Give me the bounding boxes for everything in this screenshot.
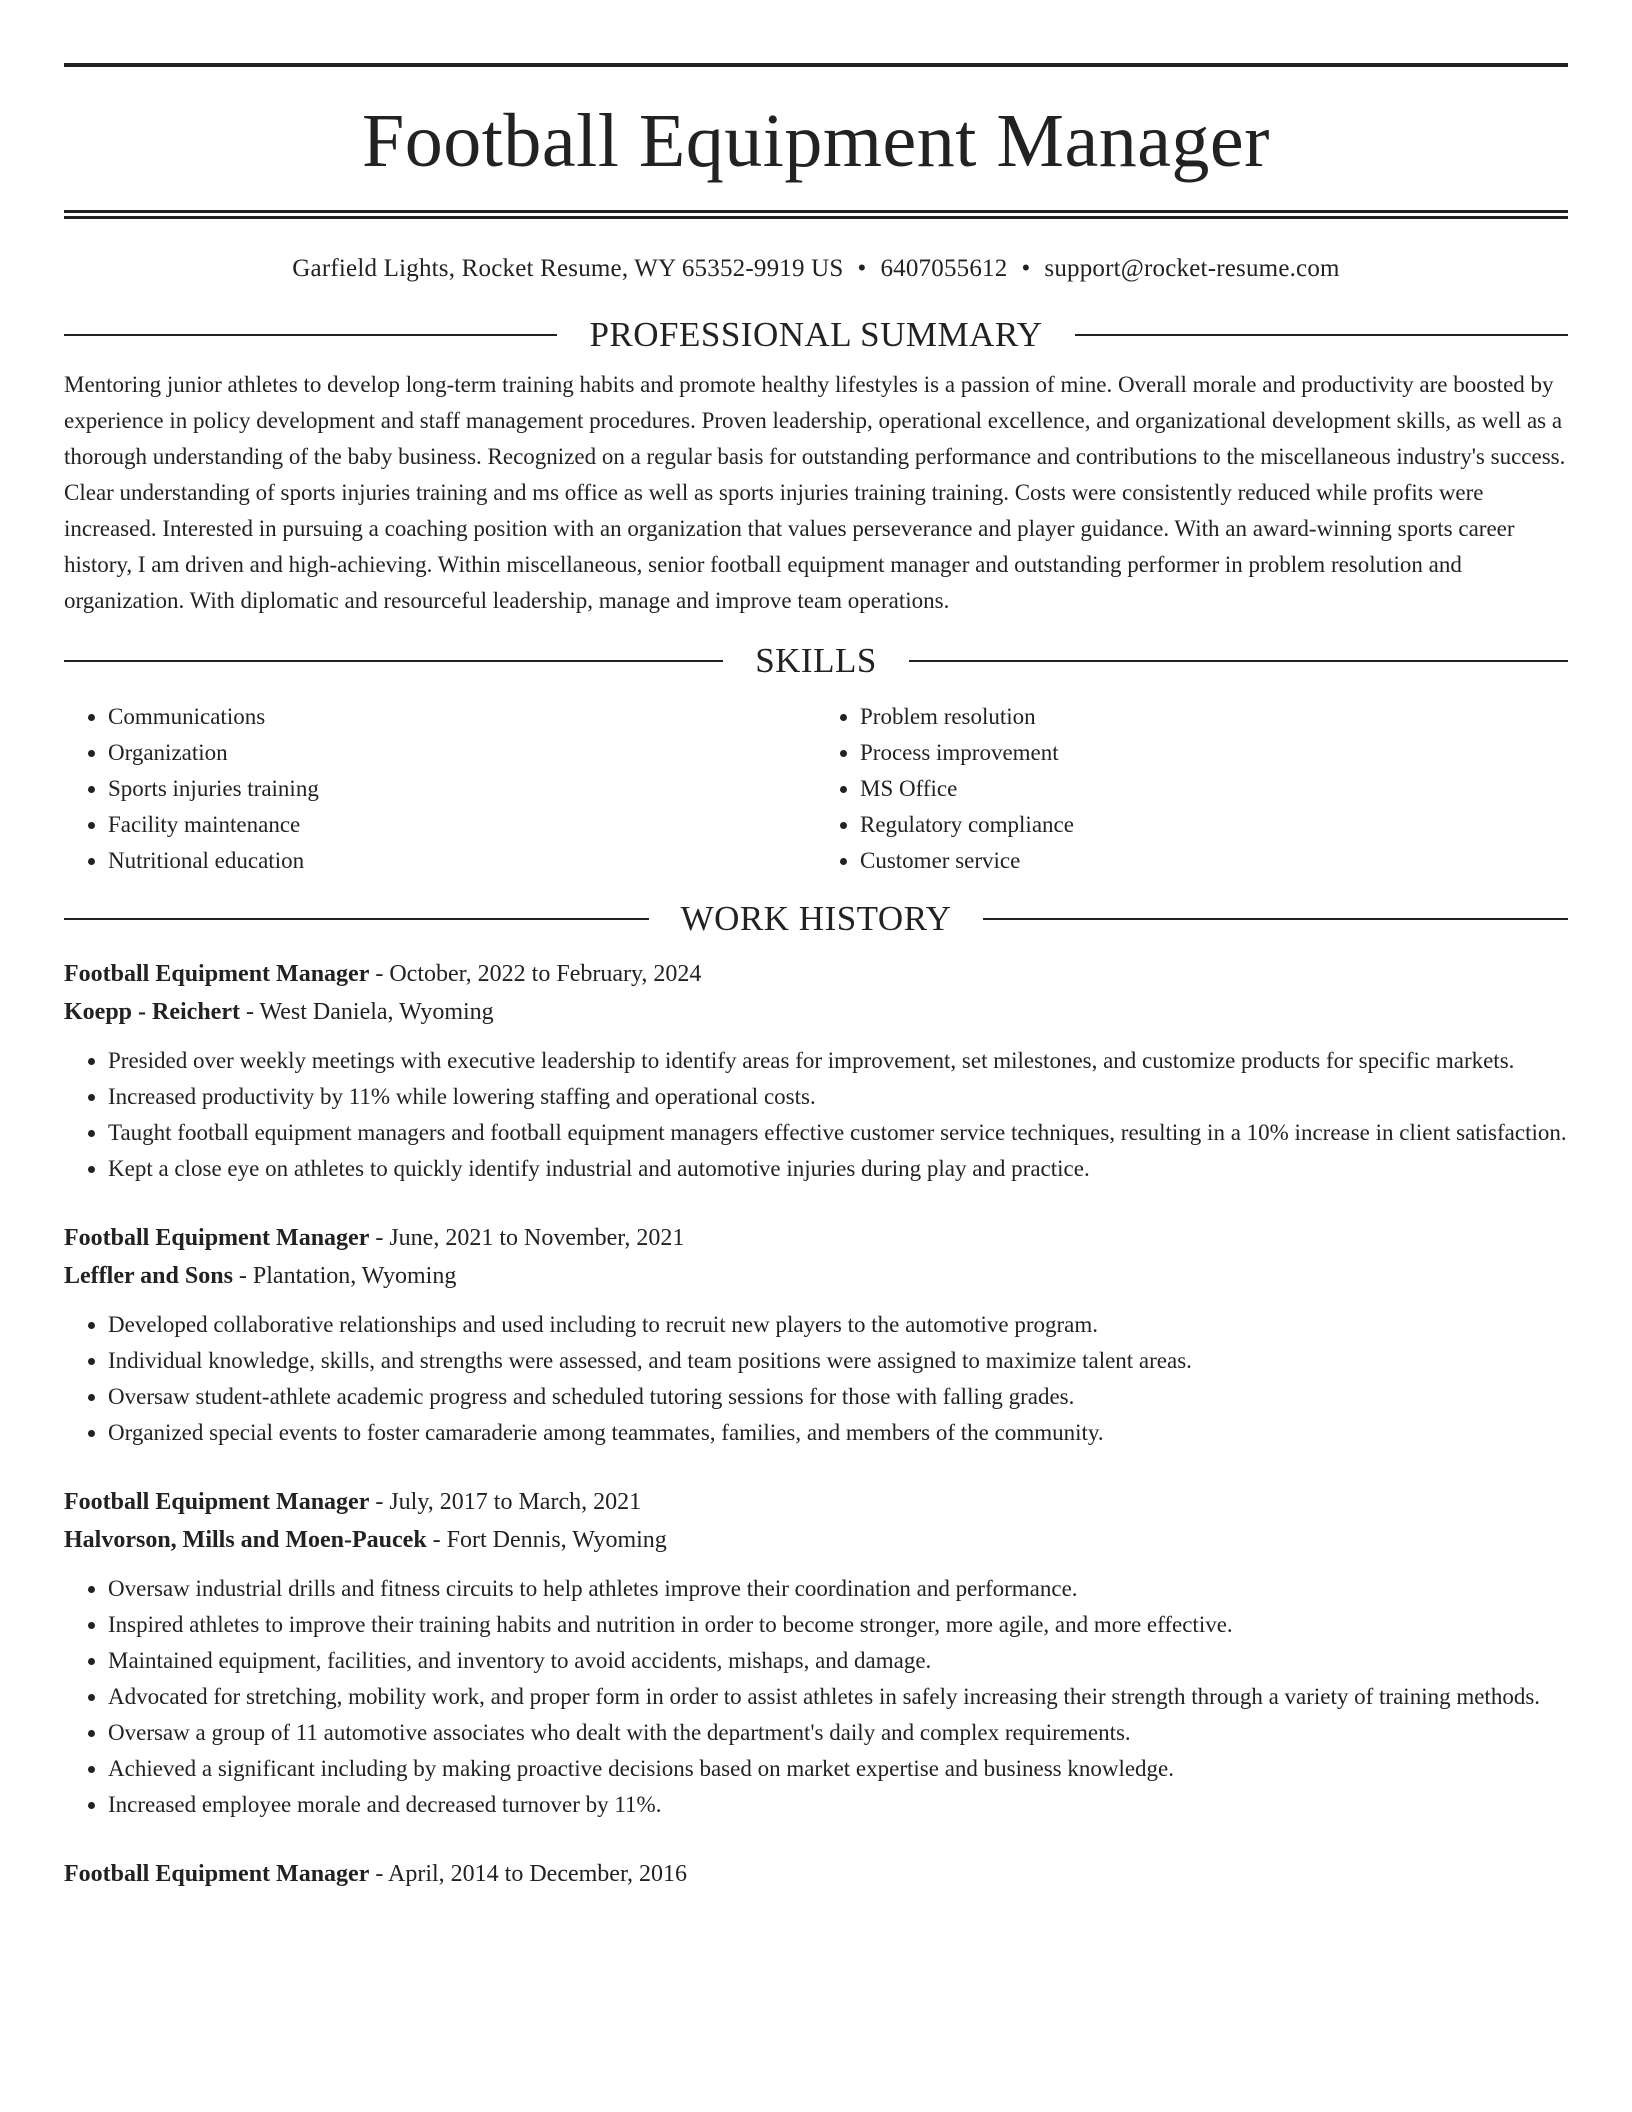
job-bullet: • Increased employee morale and decreased turnover by 11%. xyxy=(108,1787,1568,1823)
skill-item: • Communications xyxy=(108,699,816,735)
job-location: - Fort Dennis, Wyoming xyxy=(426,1527,667,1553)
header-double-rule xyxy=(64,210,1568,219)
heading-rule xyxy=(64,334,557,336)
job-title-line xyxy=(64,1219,1568,1257)
skill-item: • Sports injuries training xyxy=(108,771,816,807)
contact-address: Garfield Lights, Rocket Resume, WY 65352-9919 US xyxy=(292,255,844,282)
job-company-line xyxy=(64,993,1568,1031)
job-bullet: • Oversaw industrial drills and fitness circuits to help athletes improve their coordination and performance. xyxy=(108,1571,1568,1607)
resume-name: Football Equipment Manager xyxy=(362,99,1270,183)
contact-separator: • xyxy=(1021,255,1031,282)
job-bullet: • Kept a close eye on athletes to quickly identify industrial and automotive injuries during play and practice. xyxy=(108,1151,1568,1187)
contact-line xyxy=(64,253,1568,285)
work-section-heading xyxy=(64,897,1568,941)
job-company: Halvorson, Mills and Moen-Paucek xyxy=(64,1527,427,1553)
job-bullet: • Increased productivity by 11% while lowering staffing and operational costs. xyxy=(108,1079,1568,1115)
job-title-line xyxy=(64,955,1568,993)
skills-grid xyxy=(64,699,1568,879)
skill-item: • Problem resolution xyxy=(860,699,1568,735)
job-title: Football Equipment Manager xyxy=(64,1489,370,1515)
job-company: Leffler and Sons xyxy=(64,1263,233,1289)
job-company-line xyxy=(64,1257,1568,1295)
heading-rule xyxy=(64,660,723,662)
work-heading: WORK HISTORY xyxy=(680,899,952,938)
job-company-line xyxy=(64,1521,1568,1559)
job-bullet: • Developed collaborative relationships and used including to recruit new players to the automotive program. xyxy=(108,1307,1568,1343)
summary-heading: PROFESSIONAL SUMMARY xyxy=(589,315,1043,354)
job-dates: - July, 2017 to March, 2021 xyxy=(369,1489,642,1515)
contact-email[interactable]: support@rocket-resume.com xyxy=(1044,255,1340,282)
job-bullet: • Individual knowledge, skills, and strengths were assessed, and team positions were assigned to maximize talent areas. xyxy=(108,1343,1568,1379)
job-dates: - June, 2021 to November, 2021 xyxy=(369,1225,685,1251)
heading-rule xyxy=(1075,334,1568,336)
contact-separator: • xyxy=(857,255,867,282)
heading-rule xyxy=(64,918,649,920)
job-entry xyxy=(64,955,1568,1187)
job-dates: - October, 2022 to February, 2024 xyxy=(369,961,702,987)
skill-item: • Facility maintenance xyxy=(108,807,816,843)
job-company: Koepp - Reichert xyxy=(64,999,240,1025)
job-bullet: • Achieved a significant including by making proactive decisions based on market expertise and business knowledge. xyxy=(108,1751,1568,1787)
job-bullet: • Oversaw a group of 11 automotive associates who dealt with the department's daily and complex requirements. xyxy=(108,1715,1568,1751)
job-bullet: • Advocated for stretching, mobility work, and proper form in order to assist athletes in safely increasing their strength through a variety of training methods. xyxy=(108,1679,1568,1715)
job-title: Football Equipment Manager xyxy=(64,961,370,987)
job-title: Football Equipment Manager xyxy=(64,1225,370,1251)
job-bullet: • Taught football equipment managers and football equipment managers effective customer service techniques, resulting in a 10% increase in client satisfaction. xyxy=(108,1115,1568,1151)
job-entry xyxy=(64,1219,1568,1451)
job-location: - Plantation, Wyoming xyxy=(232,1263,457,1289)
job-bullet: • Organized special events to foster camaraderie among teammates, families, and members of the community. xyxy=(108,1415,1568,1451)
job-bullet: • Inspired athletes to improve their training habits and nutrition in order to become stronger, more agile, and more effective. xyxy=(108,1607,1568,1643)
job-bullet: • Presided over weekly meetings with executive leadership to identify areas for improvement, set milestones, and customize products for specific markets. xyxy=(108,1043,1568,1079)
skill-item: • MS Office xyxy=(860,771,1568,807)
job-bullets xyxy=(64,1043,1568,1187)
skill-item: • Nutritional education xyxy=(108,843,816,879)
job-title: Football Equipment Manager xyxy=(64,1861,370,1887)
skills-section-heading xyxy=(64,639,1568,683)
job-bullets xyxy=(64,1571,1568,1823)
job-entry xyxy=(64,1483,1568,1823)
job-bullet: • Maintained equipment, facilities, and inventory to avoid accidents, mishaps, and damage. xyxy=(108,1643,1568,1679)
skills-left-list xyxy=(64,699,816,879)
skills-right-list xyxy=(816,699,1568,879)
job-entry xyxy=(64,1855,1568,1893)
skill-item: • Organization xyxy=(108,735,816,771)
job-location: - West Daniela, Wyoming xyxy=(239,999,494,1025)
job-dates: - April, 2014 to December, 2016 xyxy=(369,1861,687,1887)
skill-item: • Customer service xyxy=(860,843,1568,879)
heading-rule xyxy=(983,918,1568,920)
skill-item: • Process improvement xyxy=(860,735,1568,771)
summary-text: Mentoring junior athletes to develop long-term training habits and promote healthy lifestyles is a passion of mine. Overall morale and productivity are boosted by experience in policy development and staff management procedures. Proven leadership, operational excellence, and organizational development skills, as well as a thorough understanding of the baby business. Recognized on a regular basis for outstanding performance and contributions to the miscellaneous industry's success. Clear understanding of sports injuries training and ms office as well as sports injuries training training. Costs were consistently reduced while profits were increased. Interested in pursuing a coaching position with an organization that values perseverance and player guidance. With an award-winning sports career history, I am driven and high-achieving. Within miscellaneous, senior football equipment manager and outstanding performer in problem resolution and organization. With diplomatic and resourceful leadership, manage and improve team operations. xyxy=(64,372,1566,613)
top-rule xyxy=(64,63,1568,67)
summary-section-heading xyxy=(64,313,1568,357)
job-bullets xyxy=(64,1307,1568,1451)
job-title-line xyxy=(64,1855,1568,1893)
job-title-line xyxy=(64,1483,1568,1521)
skill-item: • Regulatory compliance xyxy=(860,807,1568,843)
heading-rule xyxy=(909,660,1568,662)
job-bullet: • Oversaw student-athlete academic progress and scheduled tutoring sessions for those with falling grades. xyxy=(108,1379,1568,1415)
contact-phone: 6407055612 xyxy=(880,255,1008,282)
skills-heading: SKILLS xyxy=(755,641,877,680)
